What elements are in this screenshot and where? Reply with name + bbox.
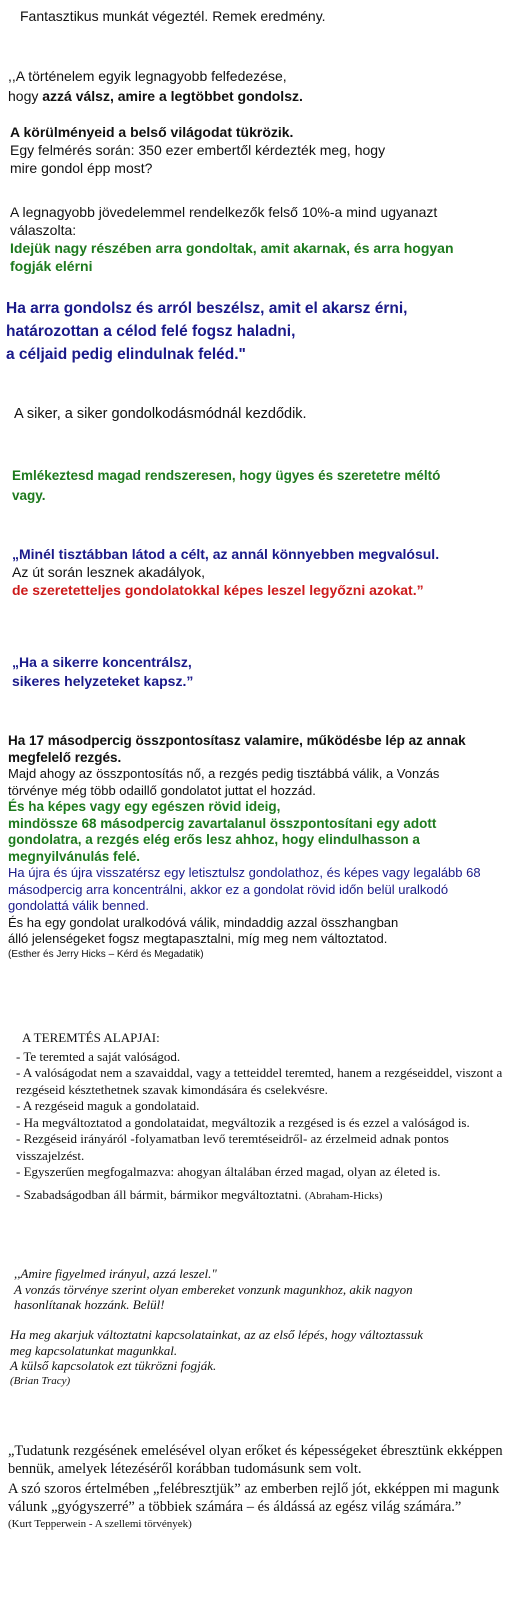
relationship-line2: meg kapcsolatunkat magunkkal. <box>10 1342 178 1358</box>
vibration-green-line2: mindössze 68 másodpercig zavartalanul összpontosítani egy adott <box>8 815 437 831</box>
opening-quote <box>8 66 303 106</box>
circumstances-heading: A körülményeid a belső világodat tükrözik. <box>10 124 294 140</box>
creation-item: - Te teremted a saját valóságod. <box>16 1048 181 1064</box>
top-earners-line1: A legnagyobb jövedelemmel rendelkezők felső 10%-a mind ugyanazt <box>10 204 438 220</box>
attention-quote-line1: ,,Amire figyelmed irányul, azzá leszel." <box>14 1266 217 1281</box>
vibration-source: (Esther és Jerry Hicks – Kérd és Megadatik) <box>8 948 204 960</box>
relationship-quote <box>10 1327 423 1389</box>
creation-last-item: - Szabadságodban áll bármit, bármikor megváltoztatni. <box>16 1186 302 1202</box>
creation-last-item-row <box>16 1187 512 1205</box>
attention-quote-line2: A vonzás törvénye szerint olyan embereket vonzunk magunkhoz, akik nagyon <box>14 1281 413 1297</box>
focus-success-line2: sikeres helyzeteket kapsz.” <box>12 673 194 689</box>
creation-basics-title: A TEREMTÉS ALAPJAI: <box>22 1030 160 1045</box>
reminder-line1: Emlékeztesd magad rendszeresen, hogy ügyes és szeretetre méltó <box>12 468 441 483</box>
vibration-green-line4: megnyilvánulás felé. <box>8 848 141 864</box>
creation-item: - A rezgéseid maguk a gondolataid. <box>16 1098 200 1113</box>
tepperwein-paragraph2: A szó szoros értelmében „felébresztjük” az emberben rejlő jót, ekképpen mi magunk válunk „gyógyszerré” a többiek számára – és áldássá az egész világ számára.” <box>8 1481 500 1515</box>
top-earners-answer-line1: Idejük nagy részében arra gondoltak, amit akarnak, és arra hogyan <box>10 240 454 256</box>
relationship-line1: Ha meg akarjuk változtatni kapcsolatainkat, az az első lépés, hogy változtassuk <box>10 1327 424 1342</box>
tepperwein-paragraph1: „Tudatunk rezgésének emelésével olyan erőket és képességeket ébresztünk ekképpen bennük, amelyek létezéséről korábban tudomásunk sem volt. <box>8 1443 503 1477</box>
survey-text-line1: Egy felmérés során: 350 ezer embertől kérdezték meg, hogy <box>10 142 386 158</box>
vibration-text-line3: És ha egy gondolat uralkodóvá válik, mindaddig azzal összhangban <box>8 914 399 930</box>
clarity-quote <box>12 545 439 599</box>
vibration-navy-line3: gondolattá válik benned. <box>8 898 149 913</box>
creation-item: - A valóságodat nem a szavaiddal, vagy a tetteiddel teremted, hanem a rezgéseiddel, viszont a rezgéseid késztethetnek szavak kimondására és cselekvésre. <box>16 1065 503 1097</box>
vibration-navy-line1: Ha újra és újra visszatérsz egy letisztulsz gondolathoz, és képes vagy legalább 68 <box>8 865 481 880</box>
creation-basics <box>16 1030 512 1204</box>
vibration-green-line1: És ha képes vagy egy egészen rövid ideig, <box>8 799 281 814</box>
survey-text-line2: mire gondol épp most? <box>10 160 153 176</box>
relationship-line3: A külső kapcsolatok ezt tükrözni fogják. <box>10 1358 217 1373</box>
praise-text: Fantasztikus munkát végeztél. Remek eredmény. <box>20 8 326 24</box>
top-earners-block <box>10 203 454 275</box>
focus-success-quote <box>12 653 193 691</box>
focus-success-line1: „Ha a sikerre koncentrálsz, <box>12 654 192 670</box>
clarity-quote-line1: „Minél tisztábban látod a célt, az annál könnyebben megvalósul. <box>12 546 440 562</box>
goal-quote-line3: a céljaid pedig elindulnak feléd." <box>6 346 246 363</box>
goal-quote <box>6 297 407 366</box>
opening-quote-line1: ,,A történelem egyik legnagyobb felfedezése, <box>8 68 287 84</box>
creation-item: - Egyszerűen megfogalmazva: ahogyan általában érzed magad, olyan az életed is. <box>16 1164 441 1179</box>
tepperwein-quote <box>8 1442 520 1532</box>
creation-item: - Ha megváltoztatod a gondolataidat, megváltozik a rezgésed is és ezzel a valóságod is. <box>16 1114 470 1130</box>
tepperwein-source: (Kurt Tepperwein - A szellemi törvények) <box>8 1518 192 1530</box>
circumstances-block <box>10 123 385 177</box>
attention-quote <box>14 1266 413 1313</box>
opening-quote-emphasis: azzá válsz, amire a legtöbbet gondolsz. <box>42 88 303 104</box>
relationship-source: (Brian Tracy) <box>10 1374 71 1387</box>
vibration-heading-line2: megfelelő rezgés. <box>8 749 122 765</box>
creation-item: - Rezgéseid irányáról -folyamatban levő teremtéseidről- az érzelmeid adnak pontos visszajelzést. <box>16 1131 449 1163</box>
vibration-block <box>8 733 481 961</box>
goal-quote-line1: Ha arra gondolsz és arról beszélsz, amit el akarsz érni, <box>6 300 408 317</box>
attention-quote-line3: hasonlítanak hozzánk. Belül! <box>14 1297 165 1312</box>
vibration-heading-line1: Ha 17 másodpercig összpontosítasz valamire, működésbe lép az annak <box>8 733 466 748</box>
vibration-text-line4: álló jelenségeket fogsz megtapasztalni, míg meg nem változtatod. <box>8 931 388 946</box>
top-earners-line2: válaszolta: <box>10 222 77 238</box>
opening-quote-line2 <box>8 86 303 106</box>
success-mindset-text: A siker, a siker gondolkodásmódnál kezdődik. <box>14 406 307 422</box>
vibration-navy-line2: másodpercig arra koncentrálni, akkor ez a gondolat rövid időn belül uralkodó <box>8 881 449 897</box>
creation-source: (Abraham-Hicks) <box>304 1189 383 1202</box>
clarity-quote-line2: Az út során lesznek akadályok, <box>12 564 205 580</box>
vibration-text-line2: törvénye még több odaillő gondolatot juttat el hozzád. <box>8 782 316 798</box>
top-earners-answer-line2: fogják elérni <box>10 258 93 274</box>
reminder-line2: vagy. <box>12 488 46 503</box>
opening-quote-prefix: hogy <box>8 88 43 104</box>
vibration-green-line3: gondolatra, a rezgés elég erős lesz ahhoz, hogy elindulhasson a <box>8 832 420 847</box>
vibration-text-line1: Majd ahogy az összpontosítás nő, a rezgés pedig tisztábbá válik, a Vonzás <box>8 766 440 781</box>
goal-quote-line2: határozottan a célod felé fogsz haladni, <box>6 323 296 340</box>
clarity-quote-line3: de szeretetteljes gondolatokkal képes leszel legyőzni azokat.” <box>12 582 424 598</box>
reminder-text <box>12 466 440 506</box>
